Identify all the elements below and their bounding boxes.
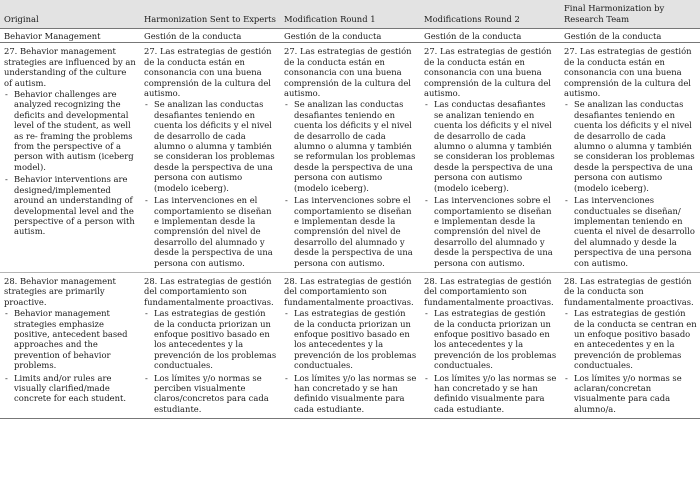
bullet-text: Los límites y/o las normas se han concretado y se han definido visualmente para cada estudiante.	[434, 372, 557, 414]
bullet-list	[4, 308, 137, 404]
item-text: 27. Las estrategias de gestión de la conducta están en consonancia con una buena comprensión de la cultura del autismo.	[424, 46, 552, 99]
item-text: 27. Las estrategias de gestión de la conducta están en consonancia con una buena comprensión de la cultura del autismo.	[564, 46, 692, 99]
list-item: - Las intervenciones en el comportamiento se diseñan e implementan desde la comprensión del nivel de desarrollo del alumnado y desde la perspectiva de una persona con autismo.	[145, 195, 273, 268]
subheader-row	[0, 29, 700, 43]
item-text: 28. Las estrategias de gestión de la conducta son fundamentalmente proactivas.	[564, 275, 694, 307]
bullet-text: Behavior challenges are analyzed recognizing the deficits and developmental level of the student, as well as re- framing the problems from the perspective of a person with autism (iceberg model).	[14, 89, 134, 172]
list-item: - Se analizan las conductas desafiantes teniendo en cuenta los déficits y el nivel de desarrollo de cada alumno o alumna y también se consideran los problemas desde la perspectiva de una persona con autismo (modelo iceberg).	[145, 99, 275, 193]
bullet-text: Las estrategias de gestión de la conducta priorizan un enfoque positivo basado en los antecedentes y la prevención de los problemas conductuales.	[154, 308, 277, 371]
subheader-cell: Gestión de la conducta	[560, 29, 700, 43]
bullet-list	[424, 99, 557, 268]
list-item: - Las intervenciones conductuales se diseñan/ implementan teniendo en cuenta el nivel de desarrollo del alumnado y desde la perspectiva de una persona con autismo.	[565, 195, 695, 268]
subheader-cell: Gestión de la conducta	[420, 29, 560, 43]
header-modification-round-1: Modification Round 1	[280, 0, 420, 29]
table-cell	[280, 43, 420, 273]
list-item: - Las intervenciones sobre el comportamiento se diseñan e implementan desde la comprensión del nivel de desarrollo del alumnado y desde la perspectiva de una persona con autismo.	[285, 195, 413, 268]
bullet-list	[144, 99, 277, 268]
bullet-list	[4, 89, 137, 237]
bullet-text: Los límites y/o normas se perciben visualmente claros/concretos para cada estudiante.	[154, 372, 269, 414]
bullet-text: Se analizan las conductas desafiantes teniendo en cuenta los déficits y el nivel de desarrollo de cada alumno o alumna y también se consideran los problemas desde la perspectiva de una persona con autismo (modelo iceberg).	[574, 99, 695, 193]
list-item: - Las intervenciones sobre el comportamiento se diseñan e implementan desde la comprensión del nivel de desarrollo del alumnado y desde la perspectiva de una persona con autismo.	[425, 195, 553, 268]
list-item: - Las estrategias de gestión de la conducta priorizan un enfoque positivo basado en los antecedentes y la prevención de los problemas conductuales.	[425, 308, 557, 371]
bullet-text: Las conductas desafiantes se analizan teniendo en cuenta los déficits y el nivel de desarrollo de cada alumno o alumna y también se consideran los problemas desde la perspectiva de una persona con autismo (modelo iceberg).	[434, 99, 555, 193]
item-text: 27. Behavior management strategies are influenced by an understanding of the culture of autism.	[4, 46, 136, 88]
table-cell	[0, 272, 140, 418]
table-cell	[0, 43, 140, 273]
table-row-item-28	[0, 272, 700, 418]
bullet-text: Limits and/or rules are visually clarified/made concrete for each student.	[14, 372, 127, 404]
bullet-text: Las estrategias de gestión de la conducta priorizan un enfoque positivo basado en los antecedentes y la prevención de los problemas conductuales.	[294, 308, 417, 371]
header-modifications-round-2: Modifications Round 2	[420, 0, 560, 29]
list-item: - Las estrategias de gestión de la conducta priorizan un enfoque positivo basado en los antecedentes y la prevención de los problemas conductuales.	[285, 308, 417, 371]
item-text: 27. Las estrategias de gestión de la conducta están en consonancia con una buena comprensión de la cultura del autismo.	[144, 46, 272, 99]
bullet-list	[564, 99, 697, 268]
item-text: 28. Behavior management strategies are primarily proactive.	[4, 275, 116, 307]
list-item: - Se analizan las conductas desafiantes teniendo en cuenta los déficits y el nivel de desarrollo de cada alumno o alumna y también se consideran los problemas desde la perspectiva de una persona con autismo (modelo iceberg).	[565, 99, 695, 193]
header-original: Original	[0, 0, 140, 29]
table-cell	[420, 43, 560, 273]
item-text: 28. Las estrategias de gestión del comportamiento son fundamentalmente proactivas.	[144, 275, 274, 307]
bullet-text: Las intervenciones conductuales se diseñan/ implementan teniendo en cuenta el nivel de desarrollo del alumnado y desde la perspectiva de una persona con autismo.	[574, 195, 695, 268]
bullet-text: Se analizan las conductas desafiantes teniendo en cuenta los déficits y el nivel de desarrollo de cada alumno o alumna y también se reformulan los problemas desde la perspectiva de una persona con autismo (modelo iceberg).	[294, 99, 416, 193]
bullet-text: Los límites y/o normas se aclaran/concretan visualmente para cada alumno/a.	[574, 372, 682, 414]
bullet-text: Las intervenciones sobre el comportamiento se diseñan e implementan desde la comprensión del nivel de desarrollo del alumnado y desde la perspectiva de una persona con autismo.	[294, 195, 413, 268]
header-row	[0, 0, 700, 29]
table-cell	[140, 272, 280, 418]
bullet-text: Las estrategias de gestión de la conducta priorizan un enfoque positivo basado en los antecedentes y la prevención de los problemas conductuales.	[434, 308, 557, 371]
subheader-cell: Gestión de la conducta	[140, 29, 280, 43]
list-item: - Limits and/or rules are visually clarified/made concrete for each student.	[5, 372, 127, 404]
bullet-list	[284, 308, 417, 414]
list-item: - Los límites y/o normas se aclaran/concretan visualmente para cada alumno/a.	[565, 372, 682, 414]
item-text: 27. Las estrategias de gestión de la conducta están en consonancia con una buena comprensión de la cultura del autismo.	[284, 46, 412, 99]
bullet-text: Las estrategias de gestión de la conducta se centran en un enfoque positivo basado en antecedentes y en la prevención de problemas conductuales.	[574, 308, 697, 371]
bullet-text: Behavior management strategies emphasize positive, antecedent based approaches and the prevention of behavior problems.	[14, 308, 128, 371]
item-text: 28. Las estrategias de gestión del comportamiento son fundamentalmente proactivas.	[284, 275, 414, 307]
bullet-text: Behavior interventions are designed/implemented around an understanding of developmental level and the perspective of a person with autism.	[14, 174, 135, 237]
subheader-cell: Behavior Management	[0, 29, 140, 43]
list-item: - Se analizan las conductas desafiantes teniendo en cuenta los déficits y el nivel de desarrollo de cada alumno o alumna y también se reformulan los problemas desde la perspectiva de una persona con autismo (modelo iceberg).	[285, 99, 416, 193]
list-item: - Los límites y/o las normas se han concretado y se han definido visualmente para cada estudiante.	[285, 372, 417, 414]
bullet-text: Se analizan las conductas desafiantes teniendo en cuenta los déficits y el nivel de desarrollo de cada alumno o alumna y también se consideran los problemas desde la perspectiva de una persona con autismo (modelo iceberg).	[154, 99, 275, 193]
table-cell	[560, 43, 700, 273]
table-row-item-27	[0, 43, 700, 273]
header-final-harmonization: Final Harmonization by Research Team	[560, 0, 700, 29]
table-cell	[280, 272, 420, 418]
list-item: - Behavior management strategies emphasize positive, antecedent based approaches and the prevention of behavior problems.	[5, 308, 128, 371]
list-item: - Behavior interventions are designed/implemented around an understanding of developmental level and the perspective of a person with autism.	[5, 174, 135, 237]
table-cell	[420, 272, 560, 418]
list-item: - Las estrategias de gestión de la conducta se centran en un enfoque positivo basado en antecedentes y en la prevención de problemas conductuales.	[565, 308, 697, 371]
list-item: - Los límites y/o normas se perciben visualmente claros/concretos para cada estudiante.	[145, 372, 269, 414]
bullet-list	[564, 308, 697, 414]
item-text: 28. Las estrategias de gestión del comportamiento son fundamentalmente proactivas.	[424, 275, 554, 307]
bullet-text: Los límites y/o las normas se han concretado y se han definido visualmente para cada estudiante.	[294, 372, 417, 414]
bullet-list	[284, 99, 417, 268]
bullet-text: Las intervenciones sobre el comportamiento se diseñan e implementan desde la comprensión del nivel de desarrollo del alumnado y desde la perspectiva de una persona con autismo.	[434, 195, 553, 268]
subheader-cell: Gestión de la conducta	[280, 29, 420, 43]
bullet-list	[144, 308, 277, 414]
list-item: - Los límites y/o las normas se han concretado y se han definido visualmente para cada estudiante.	[425, 372, 557, 414]
list-item: - Behavior challenges are analyzed recognizing the deficits and developmental level of the student, as well as re- framing the problems from the perspective of a person with autism (iceberg model).	[5, 89, 134, 172]
header-harmonization-sent: Harmonization Sent to Experts	[140, 0, 280, 29]
table-cell	[560, 272, 700, 418]
bullet-list	[424, 308, 557, 414]
table-cell	[140, 43, 280, 273]
bullet-text: Las intervenciones en el comportamiento se diseñan e implementan desde la comprensión del nivel de desarrollo del alumnado y desde la perspectiva de una persona con autismo.	[154, 195, 273, 268]
list-item: - Las conductas desafiantes se analizan teniendo en cuenta los déficits y el nivel de desarrollo de cada alumno o alumna y también se consideran los problemas desde la perspectiva de una persona con autismo (modelo iceberg).	[425, 99, 555, 193]
list-item: - Las estrategias de gestión de la conducta priorizan un enfoque positivo basado en los antecedentes y la prevención de los problemas conductuales.	[145, 308, 277, 371]
